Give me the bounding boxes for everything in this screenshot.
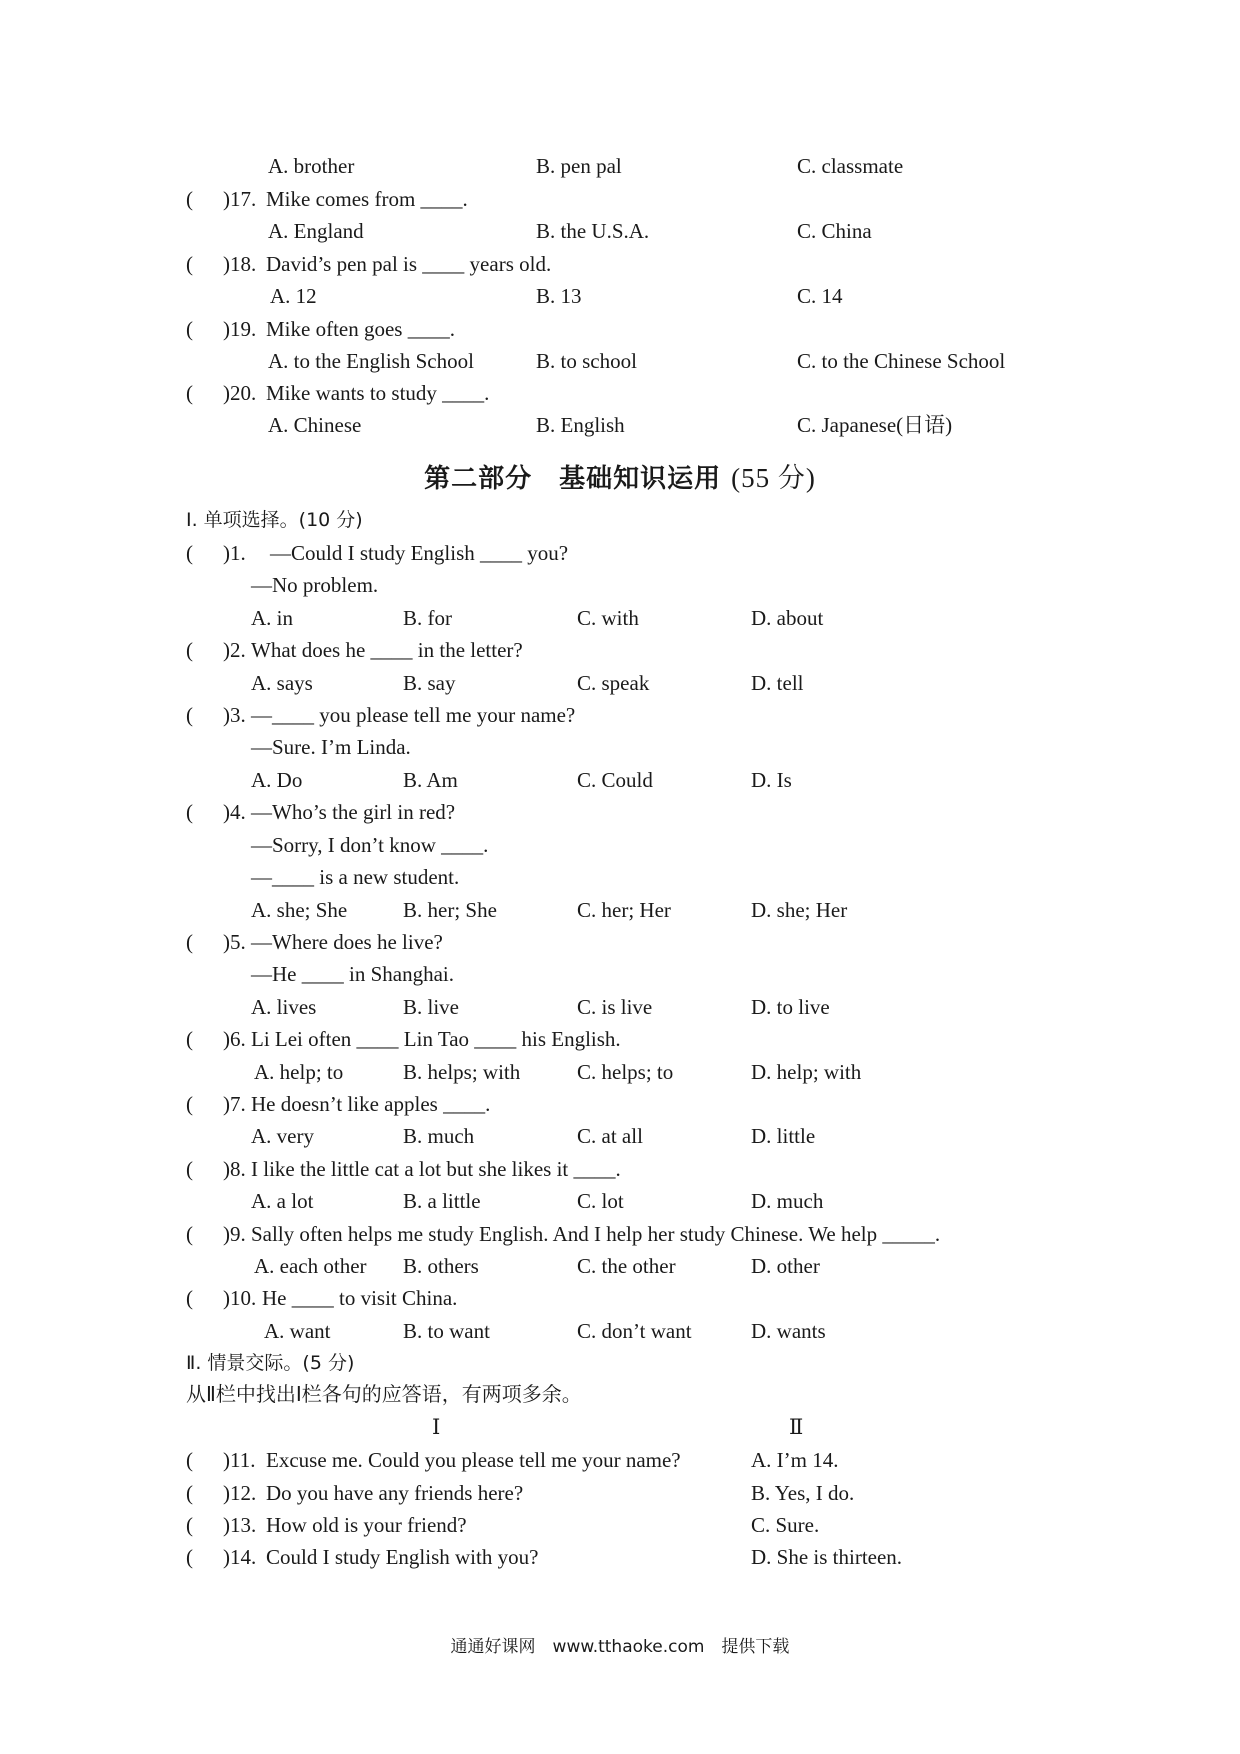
option-b: B. 13: [536, 284, 582, 308]
question-2: [0, 634, 1240, 666]
q5-options: [0, 991, 1240, 1023]
question-number: )6.: [223, 1027, 246, 1051]
q20-options: [0, 409, 1240, 441]
option-a: A. England: [268, 219, 364, 243]
question-10: [0, 1282, 1240, 1314]
answer-option: D. She is thirteen.: [751, 1545, 903, 1569]
question-number: )1.: [223, 541, 246, 565]
question-5: [0, 926, 1240, 958]
option-c: C. her; Her: [577, 898, 671, 922]
option-a: A. lives: [251, 995, 317, 1019]
question-number: )5.: [223, 930, 246, 954]
q6-options: [0, 1056, 1240, 1088]
answer-paren[interactable]: (: [186, 1286, 193, 1310]
option-c: C. speak: [577, 671, 650, 695]
section-1-heading: Ⅰ. 单项选择。(10 分): [186, 509, 363, 531]
option-b: B. live: [403, 995, 459, 1019]
answer-paren[interactable]: (: [186, 703, 193, 727]
option-c: C. at all: [577, 1124, 643, 1148]
option-d: D. much: [751, 1189, 824, 1213]
option-d: D. little: [751, 1124, 816, 1148]
question-text: Do you have any friends here?: [266, 1481, 524, 1505]
option-a: A. 12: [270, 284, 317, 308]
answer-option: A. I’m 14.: [751, 1448, 839, 1472]
q2-options: [0, 667, 1240, 699]
question-text: Mike often goes ____.: [266, 317, 455, 341]
q17-options: [0, 215, 1240, 247]
question-text: Sally often helps me study English. And I help her study Chinese. We help _____.: [251, 1222, 941, 1246]
option-b: B. pen pal: [536, 154, 622, 178]
option-b: B. for: [403, 606, 452, 630]
question-text: —Who’s the girl in red?: [251, 800, 456, 824]
option-d: D. other: [751, 1254, 820, 1278]
option-a: A. help; to: [254, 1060, 344, 1084]
part-title: [0, 456, 1240, 495]
answer-paren[interactable]: (: [186, 1448, 193, 1472]
option-a: A. to the English School: [268, 349, 474, 373]
answer-option: B. Yes, I do.: [751, 1481, 855, 1505]
question-text: How old is your friend?: [266, 1513, 467, 1537]
section-2-heading: Ⅱ. 情景交际。(5 分): [186, 1352, 355, 1374]
answer-option: C. Sure.: [751, 1513, 820, 1537]
answer-paren[interactable]: (: [186, 800, 193, 824]
option-a: A. want: [264, 1319, 331, 1343]
answer-paren[interactable]: (: [186, 1027, 193, 1051]
option-b: B. to want: [403, 1319, 490, 1343]
question-number: )4.: [223, 800, 246, 824]
question-text: —He ____ in Shanghai.: [251, 962, 454, 986]
question-text: Li Lei often ____ Lin Tao ____ his English.: [251, 1027, 621, 1051]
option-c: C. 14: [797, 284, 843, 308]
section-heading: [0, 504, 1240, 536]
option-d: D. she; Her: [751, 898, 848, 922]
column-headers: [0, 1411, 1240, 1443]
option-c: C. helps; to: [577, 1060, 674, 1084]
option-a: A. very: [251, 1124, 314, 1148]
option-c: C. classmate: [797, 154, 904, 178]
question-12: [0, 1477, 1240, 1509]
question-text: Mike comes from ____.: [266, 187, 468, 211]
question-number: )13.: [223, 1513, 257, 1537]
question-text: David’s pen pal is ____ years old.: [266, 252, 552, 276]
question-5-line-2: [0, 958, 1240, 990]
question-9: [0, 1218, 1240, 1250]
option-c: C. the other: [577, 1254, 676, 1278]
answer-paren[interactable]: (: [186, 1092, 193, 1116]
question-text: He doesn’t like apples ____.: [251, 1092, 491, 1116]
question-text: —Sorry, I don’t know ____.: [251, 833, 489, 857]
option-b: B. Am: [403, 768, 458, 792]
q8-options: [0, 1185, 1240, 1217]
option-c: C. China: [797, 219, 872, 243]
q18-options: [0, 280, 1240, 312]
question-4-line-3: [0, 861, 1240, 893]
question-number: )9.: [223, 1222, 246, 1246]
question-text: —No problem.: [251, 573, 379, 597]
q4-options: [0, 894, 1240, 926]
answer-paren[interactable]: (: [186, 1157, 193, 1181]
question-number: )19.: [223, 317, 257, 341]
q16-options: [0, 150, 1240, 182]
footer: 通通好课网 www.tthaoke.com 提供下载: [450, 1637, 790, 1657]
q1-options: [0, 602, 1240, 634]
question-number: )10.: [223, 1286, 257, 1310]
q19-options: [0, 345, 1240, 377]
option-a: A. she; She: [251, 898, 348, 922]
question-4: [0, 796, 1240, 828]
option-d: D. about: [751, 606, 824, 630]
question-14: [0, 1541, 1240, 1573]
question-4-line-2: [0, 829, 1240, 861]
option-c: C. with: [577, 606, 639, 630]
option-c: C. Could: [577, 768, 653, 792]
part-points: (55 分): [731, 463, 816, 493]
question-20: [0, 377, 1240, 409]
answer-paren[interactable]: (: [186, 317, 193, 341]
option-c: C. Japanese(日语): [797, 413, 953, 437]
question-text: He ____ to visit China.: [262, 1286, 458, 1310]
question-text: I like the little cat a lot but she likes it ____.: [251, 1157, 621, 1181]
question-text: Mike wants to study ____.: [266, 381, 490, 405]
question-number: )12.: [223, 1481, 257, 1505]
option-d: D. Is: [751, 768, 792, 792]
option-d: D. help; with: [751, 1060, 862, 1084]
question-number: )11.: [223, 1448, 256, 1472]
option-c: C. lot: [577, 1189, 624, 1213]
question-text: —Could I study English ____ you?: [270, 541, 569, 565]
option-d: D. tell: [751, 671, 804, 695]
question-7: [0, 1088, 1240, 1120]
q3-options: [0, 764, 1240, 796]
question-number: )14.: [223, 1545, 257, 1569]
question-6: [0, 1023, 1240, 1055]
option-c: C. don’t want: [577, 1319, 692, 1343]
option-a: A. a lot: [251, 1189, 314, 1213]
option-a: A. in: [251, 606, 293, 630]
question-8: [0, 1153, 1240, 1185]
option-d: D. to live: [751, 995, 830, 1019]
question-text: —Where does he live?: [251, 930, 443, 954]
option-b: B. the U.S.A.: [536, 219, 650, 243]
question-1-line-2: [0, 569, 1240, 601]
answer-paren[interactable]: (: [186, 1513, 193, 1537]
question-number: )8.: [223, 1157, 246, 1181]
option-b: B. others: [403, 1254, 479, 1278]
option-a: A. each other: [254, 1254, 367, 1278]
section-heading: [0, 1347, 1240, 1379]
question-17: [0, 183, 1240, 215]
option-a: A. Chinese: [268, 413, 362, 437]
answer-paren[interactable]: (: [186, 638, 193, 662]
question-text: What does he ____ in the letter?: [251, 638, 523, 662]
answer-paren[interactable]: (: [186, 381, 193, 405]
question-text: —Sure. I’m Linda.: [251, 735, 411, 759]
question-number: )20.: [223, 381, 257, 405]
question-number: )7.: [223, 1092, 246, 1116]
option-b: B. much: [403, 1124, 475, 1148]
instruction: [0, 1378, 1240, 1410]
option-b: B. a little: [403, 1189, 481, 1213]
question-text: —____ you please tell me your name?: [251, 703, 576, 727]
question-number: )3.: [223, 703, 246, 727]
option-a: A. says: [251, 671, 313, 695]
question-1: [0, 537, 1240, 569]
option-b: B. English: [536, 413, 625, 437]
part-title-text: 第二部分 基础知识运用: [424, 464, 722, 494]
question-13: [0, 1509, 1240, 1541]
option-a: A. Do: [251, 768, 303, 792]
question-11: [0, 1444, 1240, 1476]
answer-paren[interactable]: (: [186, 1222, 193, 1246]
question-number: )2.: [223, 638, 246, 662]
answer-paren[interactable]: (: [186, 541, 193, 565]
option-c: C. to the Chinese School: [797, 349, 1006, 373]
option-a: A. brother: [268, 154, 355, 178]
q7-options: [0, 1120, 1240, 1152]
answer-paren[interactable]: (: [186, 930, 193, 954]
q9-options: [0, 1250, 1240, 1282]
option-b: B. her; She: [403, 898, 497, 922]
question-number: )17.: [223, 187, 257, 211]
answer-paren[interactable]: (: [186, 1481, 193, 1505]
option-b: B. helps; with: [403, 1060, 521, 1084]
question-text: Could I study English with you?: [266, 1545, 539, 1569]
question-3: [0, 699, 1240, 731]
question-3-line-2: [0, 731, 1240, 763]
question-19: [0, 313, 1240, 345]
option-c: C. is live: [577, 995, 653, 1019]
option-b: B. say: [403, 671, 456, 695]
question-text: Excuse me. Could you please tell me your name?: [266, 1448, 681, 1472]
column-2-header: Ⅱ: [789, 1415, 804, 1439]
answer-paren[interactable]: (: [186, 252, 193, 276]
question-number: )18.: [223, 252, 257, 276]
question-18: [0, 248, 1240, 280]
instruction-text: 从Ⅱ栏中找出Ⅰ栏各句的应答语，有两项多余。: [186, 1382, 582, 1406]
question-text: —____ is a new student.: [251, 865, 460, 889]
option-d: D. wants: [751, 1319, 826, 1343]
option-b: B. to school: [536, 349, 637, 373]
q10-options: [0, 1315, 1240, 1347]
column-1-header: Ⅰ: [432, 1415, 441, 1439]
answer-paren[interactable]: (: [186, 187, 193, 211]
answer-paren[interactable]: (: [186, 1545, 193, 1569]
